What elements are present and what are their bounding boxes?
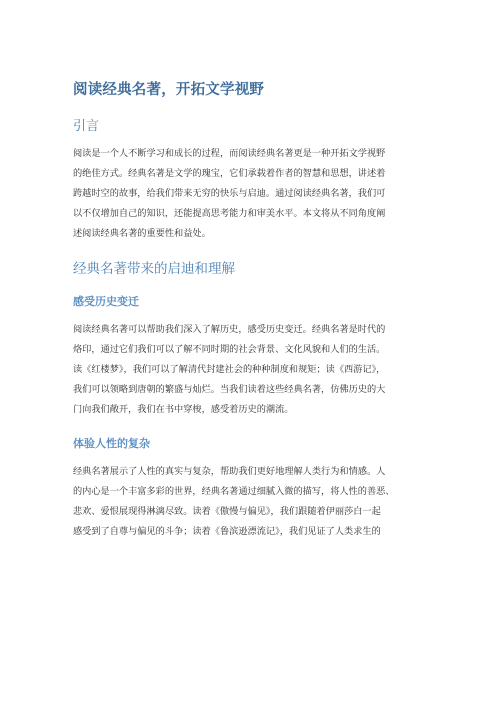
paragraph-line: 感受到了自尊与偏见的斗争；读着《鲁滨逊漂流记》，我们见证了人类求生的 <box>73 526 381 537</box>
paragraph-line: 阅读经典名著可以帮助我们深入了解历史，感受历史变迁。经典名著是时代的 <box>73 324 386 335</box>
paragraph-line: 的绝佳方式。经典名著是文学的瑰宝，它们承载着作者的智慧和思想，讲述着 <box>73 168 386 179</box>
document-page <box>73 80 433 542</box>
subsection-heading-history: 感受历史变迁 <box>73 295 139 308</box>
paragraph-line: 悲欢、爱恨展现得淋漓尽致。读着《傲慢与偏见》，我们跟随着伊丽莎白一起 <box>73 506 381 517</box>
paragraph-line: 门向我们敞开，我们在书中穿梭，感受着历史的潮流。 <box>73 404 294 415</box>
intro-paragraph <box>73 144 433 244</box>
subsection-heading-humanity: 体验人性的复杂 <box>73 437 150 450</box>
section-heading: 经典名著带来的启迪和理解 <box>73 261 235 277</box>
paragraph-line: 阅读是一个人不断学习和成长的过程，而阅读经典名著更是一种开拓文学视野 <box>73 148 386 159</box>
paragraph-line: 以不仅增加自己的知识，还能提高思考能力和审美水平。本文将从不同角度阐 <box>73 208 386 219</box>
document-title: 阅读经典名著，开拓文学视野 <box>73 82 265 98</box>
paragraph-line: 的内心是一个丰富多彩的世界，经典名著通过细腻入微的描写，将人性的善恶、 <box>73 486 395 497</box>
paragraph-line: 经典名著展示了人性的真实与复杂，帮助我们更好地理解人类行为和情感。人 <box>73 466 386 477</box>
history-paragraph <box>73 320 433 420</box>
paragraph-line: 述阅读经典名著的重要性和益处。 <box>73 228 211 239</box>
paragraph-line: 读《红楼梦》，我们可以了解清代封建社会的种种制度和规矩；读《西游记》， <box>73 364 386 375</box>
paragraph-line: 我们可以领略到唐朝的繁盛与灿烂。当我们读着这些经典名著，仿佛历史的大 <box>73 384 386 395</box>
paragraph-line: 跨越时空的故事，给我们带来无穷的快乐与启迪。通过阅读经典名著，我们可 <box>73 188 386 199</box>
intro-heading: 引言 <box>73 119 100 134</box>
paragraph-line: 烙印，通过它们我们可以了解不同时期的社会背景、文化风貌和人们的生活。 <box>73 344 386 355</box>
humanity-paragraph <box>73 462 433 542</box>
